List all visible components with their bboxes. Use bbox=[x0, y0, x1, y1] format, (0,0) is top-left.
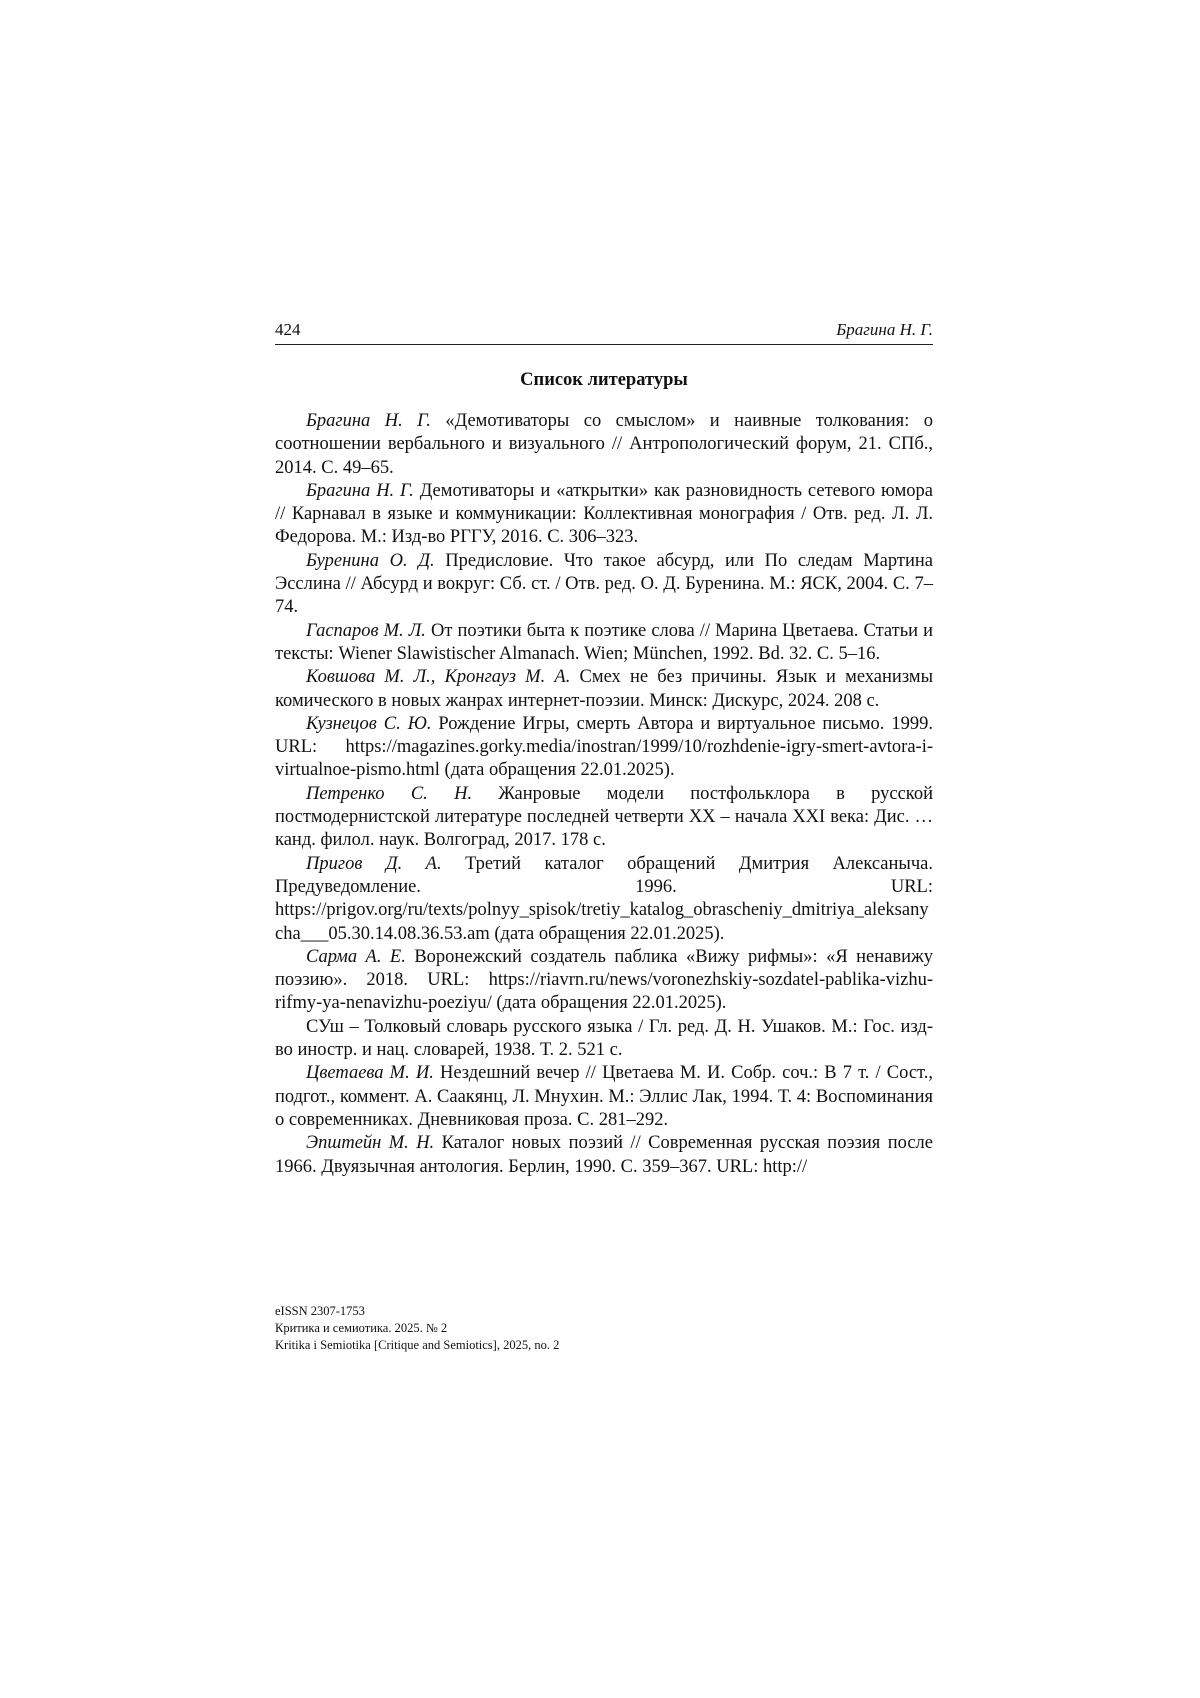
reference-author: Цветаева М. И. bbox=[306, 1063, 434, 1083]
reference-text: Жанровые модели постфольклора в русской постмодернистской литературе последней четверти ХХ – начала XXI века: Дис. … канд. филол. наук. Волгоград, 2017. 178 с. bbox=[275, 784, 933, 851]
reference-text: СУш – Толковый словарь русского языка / Гл. ред. Д. Н. Ушаков. М.: Гос. изд-во иностр. и нац. словарей, 1938. Т. 2. 521 с. bbox=[275, 1017, 933, 1060]
reference-list bbox=[275, 410, 933, 1179]
reference-item bbox=[275, 713, 933, 783]
reference-author: Сарма А. Е. bbox=[306, 947, 406, 967]
reference-text: Рождение Игры, смерть Автора и виртуальное письмо. 1999. URL: https://magazines.gorky.media/inostran/1999/10/rozhdenie-igry-smert-avtora-i-virtualnoe-pismo.html (дата обращения 22.01.2025). bbox=[275, 714, 933, 781]
reference-text: Предисловие. Что такое абсурд, или По следам Мартина Эсслина // Абсурд и вокруг: Сб. ст. / Отв. ред. О. Д. Буренина. М.: ЯСК, 2004. С. 7–74. bbox=[275, 551, 933, 618]
running-title: Брагина Н. Г. bbox=[836, 320, 933, 340]
reference-item bbox=[275, 1062, 933, 1132]
journal-title-ru: Критика и семиотика. 2025. № 2 bbox=[275, 1320, 559, 1337]
reference-text: Каталог новых поэзий // Современная русская поэзия после 1966. Двуязычная антология. Берлин, 1990. С. 359–367. URL: http:// bbox=[275, 1133, 933, 1176]
reference-author: Кузнецов С. Ю. bbox=[306, 714, 431, 734]
reference-author: Брагина Н. Г. bbox=[306, 411, 431, 431]
section-title: Список литературы bbox=[275, 370, 933, 391]
reference-text: Третий каталог обращений Дмитрия Алексаныча. Предуведомление. 1996. URL: https://prigov.org/ru/texts/polnyy_spisok/tretiy_katalog_obrascheniy_dmitriya_aleksanycha___05.30.14.08.36.53.am (дата обращения 22.01.2025). bbox=[275, 854, 933, 944]
reference-author: Петренко С. Н. bbox=[306, 784, 472, 804]
reference-text: Смех не без причины. Язык и механизмы комического в новых жанрах интернет-поэзии. Минск: Дискурс, 2024. 208 с. bbox=[275, 667, 933, 710]
reference-text: От поэтики быта к поэтике слова // Марина Цветаева. Статьи и тексты: Wiener Slawistischer Almanach. Wien; München, 1992. Bd. 32. С. 5–16. bbox=[275, 621, 933, 664]
reference-author: Пригов Д. А. bbox=[306, 854, 442, 874]
page-header bbox=[275, 320, 933, 345]
issn-line: eISSN 2307-1753 bbox=[275, 1303, 559, 1320]
reference-item bbox=[275, 946, 933, 1016]
reference-item bbox=[275, 1016, 933, 1063]
reference-text: Демотиваторы и «аткрытки» как разновидность сетевого юмора // Карнавал в языке и коммуникации: Коллективная монография / Отв. ред. Л. Л. Федорова. М.: Изд-во РГГУ, 2016. С. 306–323. bbox=[275, 481, 933, 548]
reference-author: Брагина Н. Г. bbox=[306, 481, 414, 501]
reference-author: Буренина О. Д. bbox=[306, 551, 435, 571]
reference-author: Ковшова М. Л., Кронгауз М. А. bbox=[306, 667, 570, 687]
page-number: 424 bbox=[275, 320, 301, 340]
reference-text: Нездешний вечер // Цветаева М. И. Собр. соч.: В 7 т. / Сост., подгот., коммент. А. Саакянц, Л. Мнухин. М.: Эллис Лак, 1994. Т. 4: Воспоминания о современниках. Дневниковая проза. С. 281–292. bbox=[275, 1063, 933, 1130]
reference-author: Гаспаров М. Л. bbox=[306, 621, 426, 641]
reference-item bbox=[275, 853, 933, 946]
reference-item bbox=[275, 620, 933, 667]
reference-item bbox=[275, 480, 933, 550]
reference-item bbox=[275, 666, 933, 713]
reference-author: Эпштейн М. Н. bbox=[306, 1133, 434, 1153]
journal-footer bbox=[275, 1303, 559, 1354]
reference-item bbox=[275, 1132, 933, 1179]
reference-text: Воронежский создатель паблика «Вижу рифмы»: «Я ненавижу поэзию». 2018. URL: https://riavrn.ru/news/voronezhskiy-sozdatel-pablika-vizhu-rifmy-ya-nenavizhu-poeziyu/ (дата обращения 22.01.2025). bbox=[275, 947, 933, 1014]
reference-item bbox=[275, 550, 933, 620]
reference-item bbox=[275, 783, 933, 853]
journal-title-en: Kritika i Semiotika [Critique and Semiotics], 2025, no. 2 bbox=[275, 1337, 559, 1354]
reference-item bbox=[275, 410, 933, 480]
reference-text: «Демотиваторы со смыслом» и наивные толкования: о соотношении вербального и визуального // Антропологический форум, 21. СПб., 2014. С. 49–65. bbox=[275, 411, 933, 478]
